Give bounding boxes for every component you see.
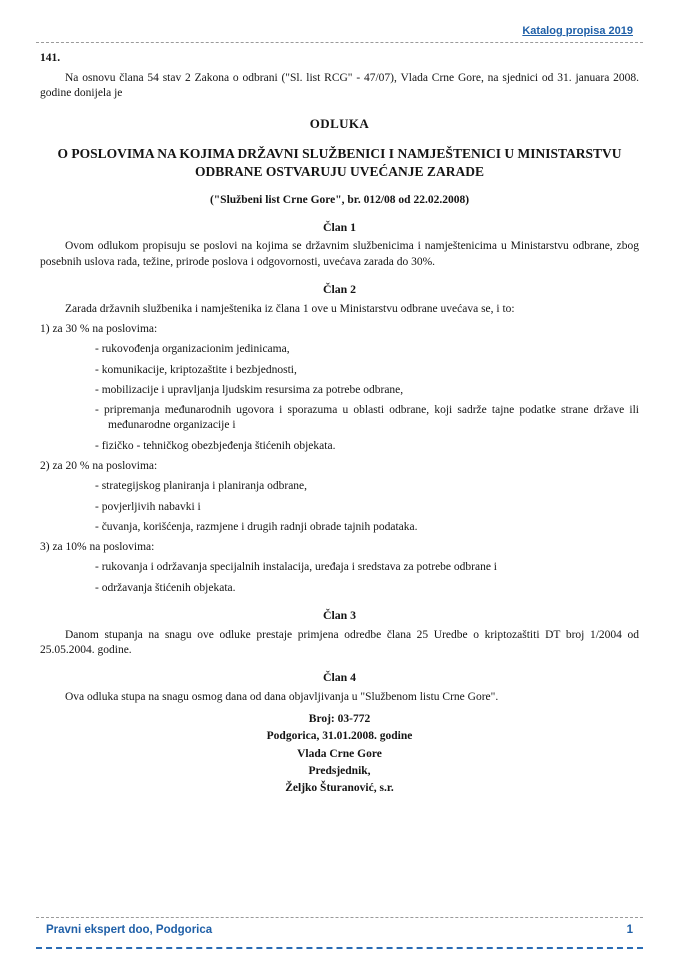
list-item: - komunikacije, kriptozaštite i bezbjednosti, bbox=[95, 363, 297, 376]
doc-title: O POSLOVIMA NA KOJIMA DRŽAVNI SLUŽBENICI I NAMJEŠTENICI U MINISTARSTVU ODBRANE OSTVARUJU UVEĆANJE ZARADE bbox=[57, 146, 622, 179]
page-header bbox=[40, 24, 639, 39]
header-separator bbox=[36, 42, 643, 43]
signature-role-line: Predsjednik, bbox=[308, 764, 371, 777]
article-3-heading: Član 3 bbox=[322, 607, 357, 622]
footer-publisher: Pravni ekspert doo, Podgorica bbox=[46, 923, 213, 936]
catalog-link[interactable]: Katalog propisa 2019 bbox=[522, 25, 633, 37]
footer-separator bbox=[36, 917, 643, 918]
signature-number-line: Broj: 03-772 bbox=[308, 713, 371, 726]
list-item: - povjerljivih nabavki i bbox=[95, 500, 201, 513]
article-3-text: Danom stupanja na snagu ove odluke prestaje primjena odredbe člana 25 Uredbe o kriptozaštiti DT broj 1/2004 od 25.05.2004. godine. bbox=[40, 628, 639, 656]
list-group-label: 3) za 10% na poslovima: bbox=[40, 541, 155, 554]
article-4-text: Ova odluka stupa na snagu osmog dana od dana objavljivanja u "Službenom listu Crne Gore". bbox=[65, 690, 499, 703]
signature-issuer-line: Vlada Crne Gore bbox=[297, 747, 382, 760]
footer-page-number: 1 bbox=[626, 923, 633, 936]
list-item: - fizičko - tehničkog obezbjeđenja štićenih objekata. bbox=[95, 439, 336, 452]
signature-block bbox=[40, 711, 639, 797]
doc-type-title: ODLUKA bbox=[309, 116, 370, 132]
signature-place-date-line: Podgorica, 31.01.2008. godine bbox=[266, 730, 413, 743]
article-4-heading: Član 4 bbox=[322, 670, 357, 685]
doc-number: 141. bbox=[40, 52, 61, 65]
page-footer bbox=[36, 917, 643, 949]
list-item: - strategijskog planiranja i planiranja odbrane, bbox=[95, 480, 308, 493]
list-item: - čuvanja, korišćenja, razmjene i drugih radnji obrade tajnih podataka. bbox=[95, 520, 418, 533]
article-2-heading: Član 2 bbox=[322, 282, 357, 297]
list-group-label: 1) za 30 % na poslovima: bbox=[40, 323, 158, 335]
list-item: - pripremanja međunarodnih ugovora i sporazuma u oblasti odbrane, koji sadrže tajne podatke strane države ili međunarodne organizacije i bbox=[95, 404, 639, 432]
list-group-label: 2) za 20 % na poslovima: bbox=[40, 459, 158, 472]
article-2-intro: Zarada državnih službenika i namještenika iz člana 1 ove u Ministarstvu odbrane uvećava se, i to: bbox=[65, 302, 515, 315]
list-item: - mobilizacije i upravljanja ljudskim resursima za potrebe odbrane, bbox=[95, 383, 404, 396]
list-item: - održavanja štićenih objekata. bbox=[95, 581, 236, 594]
article-1-text: Ovom odlukom propisuju se poslovi na kojima se državnim službenicima i namještenicima u Ministarstvu odbrane, zbog posebnih uslova rada, težine, prirode poslova i odgovornosti, uvećava zarada do 30%. bbox=[40, 240, 639, 268]
intro-paragraph: Na osnovu člana 54 stav 2 Zakona o odbrani ("Sl. list RCG" - 47/07), Vlada Crne Gore, na sjednici od 31. januara 2008. godine donijela je bbox=[40, 71, 639, 99]
footer-bottom-line bbox=[36, 947, 643, 949]
list-item: - rukovođenja organizacionim jedinicama, bbox=[95, 343, 290, 356]
article-1-heading: Član 1 bbox=[322, 219, 357, 234]
list-item: - rukovanja i održavanja specijalnih instalacija, uređaja i sredstava za potrebe odbrane i bbox=[95, 561, 498, 574]
signature-signer-line: Željko Šturanović, s.r. bbox=[285, 782, 394, 795]
gazette-reference: ("Službeni list Crne Gore", br. 012/08 od 22.02.2008) bbox=[209, 193, 470, 206]
